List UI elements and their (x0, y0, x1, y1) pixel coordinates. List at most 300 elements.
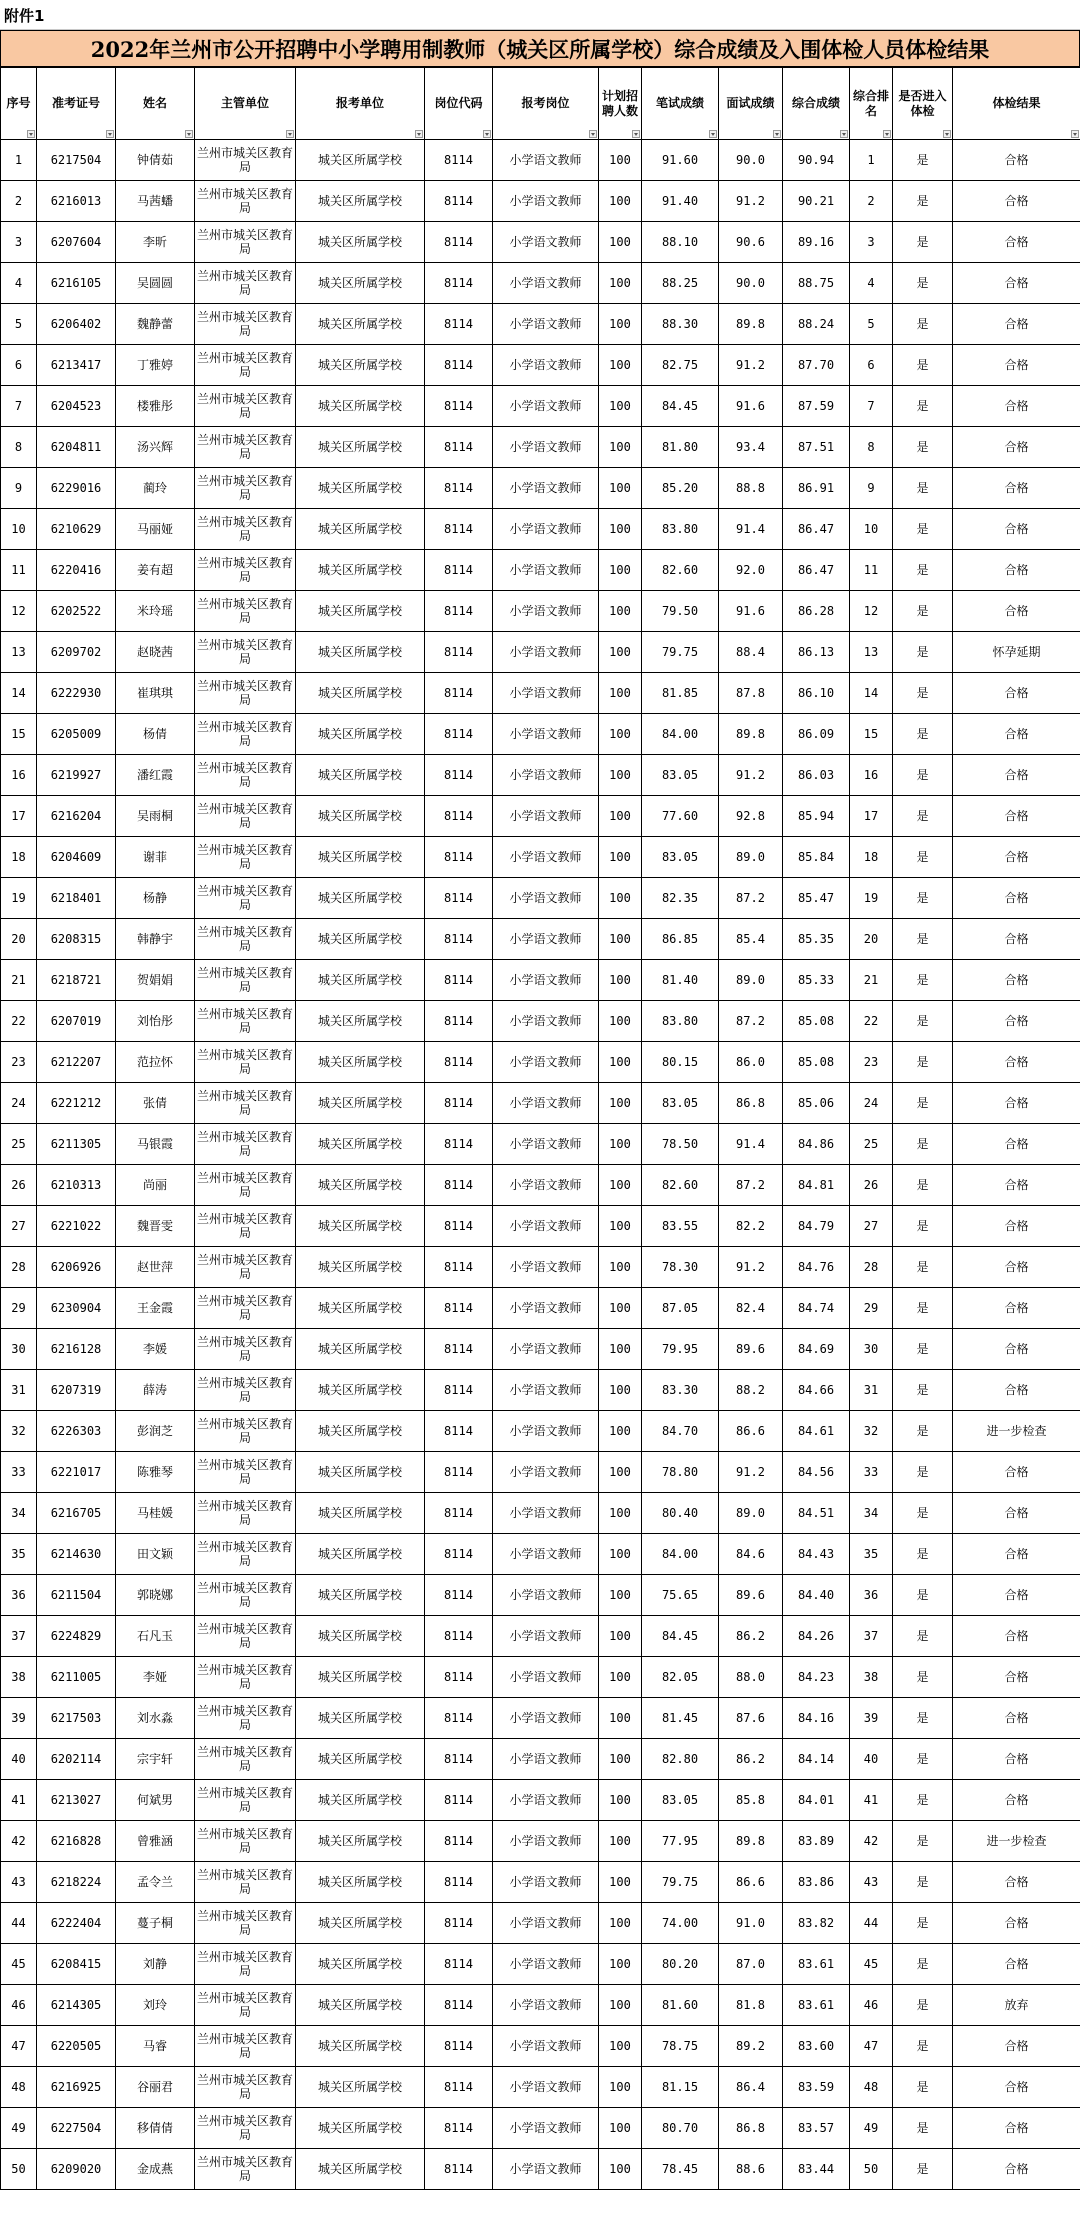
cell-ticket: 6211305 (37, 1124, 116, 1165)
filter-dropdown-icon[interactable] (943, 130, 951, 138)
table-row (1, 1944, 1080, 1985)
cell-written: 83.05 (642, 1083, 719, 1124)
table-row (1, 2026, 1080, 2067)
cell-post: 小学语文教师 (493, 386, 599, 427)
cell-name: 魏晋雯 (116, 1206, 195, 1247)
cell-unit: 城关区所属学校 (296, 1452, 425, 1493)
cell-written: 79.75 (642, 632, 719, 673)
cell-plan: 100 (599, 2149, 642, 2190)
cell-dept: 兰州市城关区教育局 (195, 140, 296, 181)
cell-written: 78.75 (642, 2026, 719, 2067)
cell-seq: 16 (1, 755, 37, 796)
cell-interview: 91.4 (719, 509, 783, 550)
cell-unit: 城关区所属学校 (296, 550, 425, 591)
cell-enter-exam: 是 (893, 1944, 953, 1985)
cell-plan: 100 (599, 509, 642, 550)
cell-ticket: 6211504 (37, 1575, 116, 1616)
cell-interview: 91.0 (719, 1903, 783, 1944)
cell-plan: 100 (599, 1575, 642, 1616)
cell-dept: 兰州市城关区教育局 (195, 222, 296, 263)
cell-post-code: 8114 (425, 222, 493, 263)
table-row (1, 1452, 1080, 1493)
cell-rank: 48 (850, 2067, 893, 2108)
cell-total: 86.10 (783, 673, 850, 714)
cell-unit: 城关区所属学校 (296, 1206, 425, 1247)
cell-dept: 兰州市城关区教育局 (195, 1739, 296, 1780)
cell-ticket: 6218721 (37, 960, 116, 1001)
cell-result: 合格 (953, 1493, 1080, 1534)
cell-total: 84.81 (783, 1165, 850, 1206)
cell-post: 小学语文教师 (493, 1739, 599, 1780)
cell-result: 合格 (953, 2108, 1080, 2149)
cell-unit: 城关区所属学校 (296, 673, 425, 714)
table-row (1, 468, 1080, 509)
cell-ticket: 6217504 (37, 140, 116, 181)
cell-dept: 兰州市城关区教育局 (195, 1288, 296, 1329)
cell-total: 85.08 (783, 1042, 850, 1083)
cell-dept: 兰州市城关区教育局 (195, 1944, 296, 1985)
cell-result: 合格 (953, 427, 1080, 468)
cell-ticket: 6217503 (37, 1698, 116, 1739)
cell-dept: 兰州市城关区教育局 (195, 550, 296, 591)
cell-total: 84.69 (783, 1329, 850, 1370)
cell-result: 合格 (953, 263, 1080, 304)
cell-written: 77.60 (642, 796, 719, 837)
cell-post-code: 8114 (425, 1575, 493, 1616)
cell-seq: 4 (1, 263, 37, 304)
cell-ticket: 6207019 (37, 1001, 116, 1042)
cell-post-code: 8114 (425, 1411, 493, 1452)
filter-dropdown-icon[interactable] (27, 130, 35, 138)
cell-dept: 兰州市城关区教育局 (195, 1329, 296, 1370)
cell-name: 马丽娅 (116, 509, 195, 550)
table-row (1, 140, 1080, 181)
filter-dropdown-icon[interactable] (185, 130, 193, 138)
cell-ticket: 6214305 (37, 1985, 116, 2026)
cell-result: 怀孕延期 (953, 632, 1080, 673)
cell-plan: 100 (599, 1616, 642, 1657)
cell-result: 合格 (953, 1534, 1080, 1575)
table-row (1, 878, 1080, 919)
cell-total: 88.24 (783, 304, 850, 345)
cell-dept: 兰州市城关区教育局 (195, 796, 296, 837)
cell-written: 82.60 (642, 550, 719, 591)
cell-interview: 87.6 (719, 1698, 783, 1739)
cell-post-code: 8114 (425, 919, 493, 960)
table-row (1, 1083, 1080, 1124)
cell-name: 杨静 (116, 878, 195, 919)
cell-plan: 100 (599, 1985, 642, 2026)
cell-unit: 城关区所属学校 (296, 140, 425, 181)
cell-name: 楼雅彤 (116, 386, 195, 427)
cell-post: 小学语文教师 (493, 714, 599, 755)
cell-result: 合格 (953, 386, 1080, 427)
filter-dropdown-icon[interactable] (286, 130, 294, 138)
cell-enter-exam: 是 (893, 1247, 953, 1288)
cell-name: 贺娟娟 (116, 960, 195, 1001)
cell-post-code: 8114 (425, 1288, 493, 1329)
cell-total: 83.89 (783, 1821, 850, 1862)
cell-enter-exam: 是 (893, 878, 953, 919)
cell-plan: 100 (599, 1001, 642, 1042)
cell-post: 小学语文教师 (493, 468, 599, 509)
cell-post: 小学语文教师 (493, 1780, 599, 1821)
cell-rank: 50 (850, 2149, 893, 2190)
filter-dropdown-icon[interactable] (1071, 130, 1079, 138)
cell-enter-exam: 是 (893, 468, 953, 509)
cell-post: 小学语文教师 (493, 1124, 599, 1165)
cell-plan: 100 (599, 1493, 642, 1534)
cell-rank: 28 (850, 1247, 893, 1288)
cell-post-code: 8114 (425, 1493, 493, 1534)
cell-rank: 10 (850, 509, 893, 550)
cell-post: 小学语文教师 (493, 1329, 599, 1370)
cell-rank: 36 (850, 1575, 893, 1616)
cell-rank: 3 (850, 222, 893, 263)
cell-name: 金成燕 (116, 2149, 195, 2190)
cell-post: 小学语文教师 (493, 140, 599, 181)
cell-written: 82.05 (642, 1657, 719, 1698)
cell-rank: 7 (850, 386, 893, 427)
cell-rank: 2 (850, 181, 893, 222)
cell-result: 合格 (953, 714, 1080, 755)
cell-result: 进一步检查 (953, 1411, 1080, 1452)
cell-post: 小学语文教师 (493, 1288, 599, 1329)
cell-enter-exam: 是 (893, 1698, 953, 1739)
cell-name: 王金霞 (116, 1288, 195, 1329)
cell-seq: 50 (1, 2149, 37, 2190)
cell-plan: 100 (599, 1124, 642, 1165)
cell-rank: 13 (850, 632, 893, 673)
cell-unit: 城关区所属学校 (296, 1903, 425, 1944)
cell-enter-exam: 是 (893, 2149, 953, 2190)
cell-unit: 城关区所属学校 (296, 591, 425, 632)
cell-seq: 48 (1, 2067, 37, 2108)
filter-dropdown-icon[interactable] (883, 130, 891, 138)
cell-seq: 42 (1, 1821, 37, 1862)
cell-interview: 82.2 (719, 1206, 783, 1247)
cell-enter-exam: 是 (893, 386, 953, 427)
cell-plan: 100 (599, 140, 642, 181)
table-row (1, 181, 1080, 222)
cell-rank: 29 (850, 1288, 893, 1329)
cell-interview: 89.8 (719, 714, 783, 755)
results-table (0, 67, 1080, 2190)
cell-unit: 城关区所属学校 (296, 222, 425, 263)
filter-dropdown-icon[interactable] (415, 130, 423, 138)
cell-result: 合格 (953, 1042, 1080, 1083)
cell-unit: 城关区所属学校 (296, 1247, 425, 1288)
cell-enter-exam: 是 (893, 1862, 953, 1903)
cell-ticket: 6211005 (37, 1657, 116, 1698)
cell-rank: 25 (850, 1124, 893, 1165)
table-row (1, 386, 1080, 427)
cell-total: 84.43 (783, 1534, 850, 1575)
col-rank-header: 综合排名 (850, 68, 893, 140)
table-row (1, 1370, 1080, 1411)
filter-dropdown-icon[interactable] (632, 130, 640, 138)
cell-plan: 100 (599, 919, 642, 960)
filter-dropdown-icon[interactable] (840, 130, 848, 138)
cell-total: 84.51 (783, 1493, 850, 1534)
cell-interview: 92.8 (719, 796, 783, 837)
cell-total: 83.44 (783, 2149, 850, 2190)
cell-interview: 87.2 (719, 878, 783, 919)
cell-total: 84.76 (783, 1247, 850, 1288)
cell-post: 小学语文教师 (493, 1698, 599, 1739)
cell-enter-exam: 是 (893, 755, 953, 796)
cell-result: 合格 (953, 2026, 1080, 2067)
cell-post: 小学语文教师 (493, 878, 599, 919)
cell-total: 85.35 (783, 919, 850, 960)
cell-post-code: 8114 (425, 1657, 493, 1698)
cell-rank: 19 (850, 878, 893, 919)
cell-total: 87.70 (783, 345, 850, 386)
cell-post: 小学语文教师 (493, 1370, 599, 1411)
cell-result: 合格 (953, 1083, 1080, 1124)
cell-enter-exam: 是 (893, 1411, 953, 1452)
cell-written: 82.60 (642, 1165, 719, 1206)
cell-seq: 15 (1, 714, 37, 755)
cell-ticket: 6216925 (37, 2067, 116, 2108)
cell-seq: 11 (1, 550, 37, 591)
cell-post: 小学语文教师 (493, 181, 599, 222)
cell-result: 合格 (953, 2067, 1080, 2108)
cell-unit: 城关区所属学校 (296, 1944, 425, 1985)
cell-unit: 城关区所属学校 (296, 878, 425, 919)
cell-written: 83.05 (642, 1780, 719, 1821)
cell-total: 84.40 (783, 1575, 850, 1616)
cell-result: 合格 (953, 1001, 1080, 1042)
cell-interview: 88.0 (719, 1657, 783, 1698)
filter-dropdown-icon[interactable] (709, 130, 717, 138)
cell-plan: 100 (599, 345, 642, 386)
cell-interview: 86.0 (719, 1042, 783, 1083)
cell-interview: 86.6 (719, 1862, 783, 1903)
cell-post: 小学语文教师 (493, 1042, 599, 1083)
cell-dept: 兰州市城关区教育局 (195, 1657, 296, 1698)
cell-result: 合格 (953, 1575, 1080, 1616)
attachment-label: 附件1 (4, 7, 45, 25)
cell-rank: 12 (850, 591, 893, 632)
cell-plan: 100 (599, 755, 642, 796)
cell-interview: 88.4 (719, 632, 783, 673)
cell-rank: 11 (850, 550, 893, 591)
cell-post: 小学语文教师 (493, 2149, 599, 2190)
cell-written: 81.60 (642, 1985, 719, 2026)
cell-total: 85.47 (783, 878, 850, 919)
cell-enter-exam: 是 (893, 1124, 953, 1165)
cell-name: 马银霞 (116, 1124, 195, 1165)
cell-written: 80.15 (642, 1042, 719, 1083)
cell-name: 郭晓娜 (116, 1575, 195, 1616)
cell-total: 90.21 (783, 181, 850, 222)
table-row (1, 1042, 1080, 1083)
cell-seq: 43 (1, 1862, 37, 1903)
col-total-header: 综合成绩 (783, 68, 850, 140)
cell-unit: 城关区所属学校 (296, 714, 425, 755)
cell-written: 82.75 (642, 345, 719, 386)
cell-rank: 20 (850, 919, 893, 960)
cell-ticket: 6207319 (37, 1370, 116, 1411)
cell-name: 赵世萍 (116, 1247, 195, 1288)
cell-dept: 兰州市城关区教育局 (195, 837, 296, 878)
cell-seq: 30 (1, 1329, 37, 1370)
cell-post: 小学语文教师 (493, 2026, 599, 2067)
cell-rank: 34 (850, 1493, 893, 1534)
cell-name: 张倩 (116, 1083, 195, 1124)
table-row (1, 222, 1080, 263)
cell-dept: 兰州市城关区教育局 (195, 1903, 296, 1944)
cell-written: 74.00 (642, 1903, 719, 1944)
cell-enter-exam: 是 (893, 222, 953, 263)
cell-written: 82.80 (642, 1739, 719, 1780)
cell-enter-exam: 是 (893, 1821, 953, 1862)
cell-interview: 89.6 (719, 1329, 783, 1370)
cell-unit: 城关区所属学校 (296, 2149, 425, 2190)
cell-written: 83.05 (642, 837, 719, 878)
cell-post-code: 8114 (425, 1083, 493, 1124)
cell-post: 小学语文教师 (493, 1903, 599, 1944)
cell-plan: 100 (599, 1206, 642, 1247)
cell-total: 89.16 (783, 222, 850, 263)
cell-post: 小学语文教师 (493, 796, 599, 837)
cell-rank: 21 (850, 960, 893, 1001)
cell-interview: 88.2 (719, 1370, 783, 1411)
cell-post-code: 8114 (425, 1206, 493, 1247)
col-written-header: 笔试成绩 (642, 68, 719, 140)
cell-unit: 城关区所属学校 (296, 1534, 425, 1575)
cell-seq: 46 (1, 1985, 37, 2026)
cell-name: 石凡玉 (116, 1616, 195, 1657)
cell-rank: 41 (850, 1780, 893, 1821)
cell-name: 米玲瑶 (116, 591, 195, 632)
cell-enter-exam: 是 (893, 1985, 953, 2026)
col-interview-header: 面试成绩 (719, 68, 783, 140)
cell-enter-exam: 是 (893, 1534, 953, 1575)
cell-interview: 86.2 (719, 1616, 783, 1657)
cell-plan: 100 (599, 1657, 642, 1698)
cell-name: 赵晓茜 (116, 632, 195, 673)
cell-post: 小学语文教师 (493, 1657, 599, 1698)
cell-name: 谢菲 (116, 837, 195, 878)
cell-enter-exam: 是 (893, 1657, 953, 1698)
cell-seq: 40 (1, 1739, 37, 1780)
cell-written: 81.45 (642, 1698, 719, 1739)
cell-rank: 35 (850, 1534, 893, 1575)
cell-unit: 城关区所属学校 (296, 1657, 425, 1698)
cell-enter-exam: 是 (893, 591, 953, 632)
cell-dept: 兰州市城关区教育局 (195, 345, 296, 386)
cell-rank: 46 (850, 1985, 893, 2026)
cell-post: 小学语文教师 (493, 1206, 599, 1247)
cell-unit: 城关区所属学校 (296, 1329, 425, 1370)
cell-enter-exam: 是 (893, 345, 953, 386)
cell-interview: 89.0 (719, 1493, 783, 1534)
cell-enter-exam: 是 (893, 837, 953, 878)
cell-interview: 84.6 (719, 1534, 783, 1575)
table-row (1, 304, 1080, 345)
cell-ticket: 6224829 (37, 1616, 116, 1657)
cell-result: 合格 (953, 1903, 1080, 1944)
table-row (1, 1206, 1080, 1247)
filter-dropdown-icon[interactable] (773, 130, 781, 138)
cell-written: 83.80 (642, 1001, 719, 1042)
cell-name: 曾雅涵 (116, 1821, 195, 1862)
cell-interview: 89.2 (719, 2026, 783, 2067)
cell-written: 82.35 (642, 878, 719, 919)
cell-total: 86.28 (783, 591, 850, 632)
cell-name: 汤兴辉 (116, 427, 195, 468)
cell-ticket: 6208415 (37, 1944, 116, 1985)
cell-written: 91.60 (642, 140, 719, 181)
cell-post: 小学语文教师 (493, 550, 599, 591)
cell-total: 84.01 (783, 1780, 850, 1821)
cell-unit: 城关区所属学校 (296, 837, 425, 878)
table-row (1, 1411, 1080, 1452)
cell-written: 86.85 (642, 919, 719, 960)
filter-dropdown-icon[interactable] (106, 130, 114, 138)
cell-result: 合格 (953, 1616, 1080, 1657)
cell-result: 合格 (953, 181, 1080, 222)
cell-written: 83.05 (642, 755, 719, 796)
cell-seq: 34 (1, 1493, 37, 1534)
cell-unit: 城关区所属学校 (296, 1493, 425, 1534)
cell-ticket: 6210629 (37, 509, 116, 550)
filter-dropdown-icon[interactable] (589, 130, 597, 138)
cell-enter-exam: 是 (893, 550, 953, 591)
cell-name: 李媛 (116, 1329, 195, 1370)
cell-dept: 兰州市城关区教育局 (195, 1247, 296, 1288)
cell-plan: 100 (599, 304, 642, 345)
cell-unit: 城关区所属学校 (296, 1862, 425, 1903)
cell-name: 马茜蟠 (116, 181, 195, 222)
cell-unit: 城关区所属学校 (296, 263, 425, 304)
cell-enter-exam: 是 (893, 714, 953, 755)
cell-unit: 城关区所属学校 (296, 1698, 425, 1739)
table-row (1, 1739, 1080, 1780)
cell-post-code: 8114 (425, 796, 493, 837)
cell-unit: 城关区所属学校 (296, 919, 425, 960)
cell-rank: 5 (850, 304, 893, 345)
cell-total: 84.86 (783, 1124, 850, 1165)
cell-post: 小学语文教师 (493, 919, 599, 960)
table-row (1, 1780, 1080, 1821)
cell-post: 小学语文教师 (493, 304, 599, 345)
cell-enter-exam: 是 (893, 1616, 953, 1657)
cell-post: 小学语文教师 (493, 1493, 599, 1534)
cell-rank: 44 (850, 1903, 893, 1944)
cell-seq: 41 (1, 1780, 37, 1821)
cell-interview: 82.4 (719, 1288, 783, 1329)
cell-written: 84.00 (642, 1534, 719, 1575)
cell-seq: 6 (1, 345, 37, 386)
cell-ticket: 6209020 (37, 2149, 116, 2190)
cell-post-code: 8114 (425, 878, 493, 919)
filter-dropdown-icon[interactable] (483, 130, 491, 138)
cell-dept: 兰州市城关区教育局 (195, 714, 296, 755)
cell-plan: 100 (599, 1821, 642, 1862)
cell-post: 小学语文教师 (493, 1452, 599, 1493)
cell-dept: 兰州市城关区教育局 (195, 919, 296, 960)
cell-post: 小学语文教师 (493, 1985, 599, 2026)
cell-post: 小学语文教师 (493, 1575, 599, 1616)
cell-ticket: 6212207 (37, 1042, 116, 1083)
cell-interview: 91.2 (719, 1247, 783, 1288)
cell-post-code: 8114 (425, 304, 493, 345)
cell-enter-exam: 是 (893, 1739, 953, 1780)
cell-ticket: 6219927 (37, 755, 116, 796)
